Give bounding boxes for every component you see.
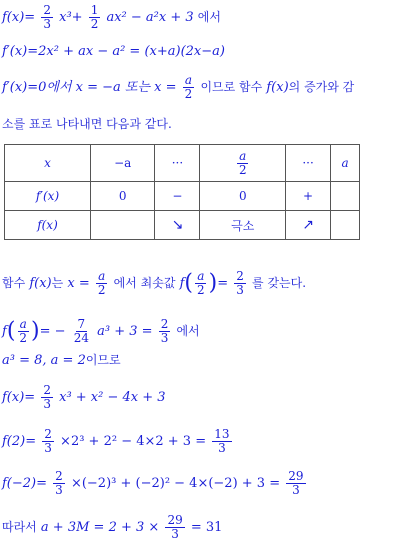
cell [331,182,360,211]
decreasing-arrow-icon: ↘ [155,211,200,240]
fraction: $\frac{29}{3}$ [167,513,183,541]
cell: a [331,145,360,182]
variation-table [4,144,360,240]
line-f-2: f(2)= $\frac{2}{3}$ ×2³ + 2² − 4×2 + 3 = $\frac{13}{3}$ [2,427,230,455]
cell: ··· [286,145,331,182]
table-row-f [5,211,360,240]
fraction: $\frac{2}{3}$ [236,269,244,297]
line-f-final: f(x)= $\frac{2}{3}$ x³ + x² − 4x + 3 [2,383,166,411]
table-row-fprime [5,182,360,211]
cell [200,145,286,182]
cell [331,211,360,240]
line-conclusion: 따라서 a + 3M = 2 + 3 × $\frac{29}{3}$ = 31 [2,513,223,541]
cell: 0 [200,182,286,211]
cell: x [5,145,91,182]
fraction: $\frac{a}{2}$ [238,148,247,177]
fraction: $\frac{1}{2}$ [90,3,99,31]
line-minimum: 함수 f(x)는 x = $\frac{a}{2}$ 에서 최솟값 f( $\frac{a}{2}$ )= $\frac{2}{3}$ 를 갖는다. [2,269,307,297]
line-f-a-half: f( $\frac{a}{2}$ )= − $\frac{7}{24}$ a³ + 3 = $\frac{2}{3}$ 에서 [2,317,200,345]
cell: + [286,182,331,211]
line-1: f(x)= $\frac{2}{3}$ x³+ $\frac{1}{2}$ ax² − a²x + 3 에서 [2,3,221,31]
fraction: $\frac{a}{2}$ [97,269,106,297]
fraction: $\frac{2}{3}$ [43,3,51,31]
cell: f′(x) [5,182,91,211]
fraction: $\frac{2}{3}$ [44,427,52,455]
cell: ··· [155,145,200,182]
line-4-korean: 소를 표로 나타내면 다음과 같다. [2,117,172,131]
fraction: $\frac{a}{2}$ [196,269,205,297]
fraction: $\frac{7}{24}$ [73,317,89,345]
line-a-value: a³ = 8, a = 2이므로 [2,353,121,368]
cell: − [155,182,200,211]
eq-f-def: f(x)= [2,10,36,25]
fraction: $\frac{2}{3}$ [43,383,51,411]
cell-minimum: 극소 [200,211,286,240]
line-f-minus-2: f(−2)= $\frac{2}{3}$ ×(−2)³ + (−2)² − 4×(−2) + 3 = $\frac{29}{3}$ [2,469,304,497]
fraction: $\frac{a}{2}$ [184,73,193,101]
increasing-arrow-icon: ↗ [286,211,331,240]
cell [90,211,154,240]
cell: f(x) [5,211,91,240]
line-2-derivative: f′(x)=2x² + ax − a² = (x+a)(2x−a) [2,44,225,59]
fraction: $\frac{13}{3}$ [214,427,230,455]
fraction: $\frac{a}{2}$ [19,317,28,345]
fraction: $\frac{2}{3}$ [55,469,63,497]
fraction: $\frac{2}{3}$ [160,317,169,345]
line-3: f′(x)=0에서 x = −a 또는 x = $\frac{a}{2}$ 이므로 함수 f(x)의 증가와 감 [2,73,355,101]
table-row-x [5,145,360,182]
fraction: $\frac{29}{3}$ [288,469,304,497]
cell: 0 [90,182,154,211]
cell: −a [90,145,154,182]
